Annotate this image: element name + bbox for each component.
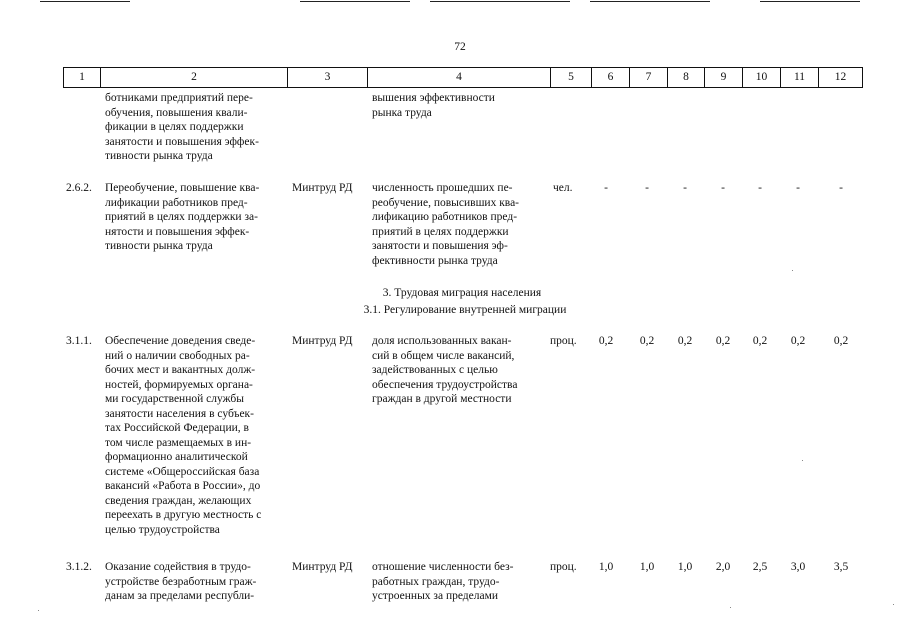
row-value-col9: 0,2: [715, 335, 731, 347]
row-number: 3.1.1.: [66, 335, 92, 347]
row-measure: Оказание содействия в трудо- устройстве безработным граж- данам за пределами республи-: [105, 561, 257, 602]
scan-speck: [792, 270, 793, 271]
header-col-5: 5: [550, 68, 591, 87]
row-measure: Переобучение, повышение ква- лификации работников пред- приятий в целях поддержки за- нятости и повышения эффек- тивности рынка труда: [105, 182, 260, 252]
section-heading: 3. Трудовая миграция населения: [382, 287, 542, 299]
scan-edge-line: [40, 1, 130, 2]
header-col-1: 1: [63, 68, 100, 87]
row-value-col9: 2,0: [715, 561, 731, 573]
table-header: [63, 67, 863, 88]
row-value-col11: 0,2: [790, 335, 806, 347]
row-indicator: доля использованных вакан- сий в общем числе вакансий, задействованных с целью обеспечения трудоустройства граждан в другой местности: [372, 335, 518, 405]
scan-edge-line: [430, 1, 570, 2]
header-col-8: 8: [667, 68, 704, 87]
row-value-col7: 1,0: [639, 561, 655, 573]
row-indicator: численность прошедших пе- реобучение, повысивших ква- лификацию работников пред- приятий в целях поддержки занятости и повышения эф- фективности рынка труда: [372, 182, 520, 267]
row-value-col12: 3,5: [833, 561, 849, 573]
row-value-col9: -: [721, 182, 725, 194]
row-value-col10: -: [758, 182, 762, 194]
row-unit: чел.: [553, 182, 573, 194]
row-value-col8: 1,0: [677, 561, 693, 573]
header-col-9: 9: [704, 68, 742, 87]
scan-speck: [802, 460, 803, 461]
header-col-4: 4: [367, 68, 550, 87]
row-unit: проц.: [550, 561, 577, 573]
row-value-col6: 1,0: [598, 561, 614, 573]
row-value-col12: 0,2: [833, 335, 849, 347]
row-value-col10: 0,2: [752, 335, 768, 347]
row-executor: Минтруд РД: [292, 561, 353, 573]
row-value-col7: -: [645, 182, 649, 194]
header-col-12: 12: [818, 68, 863, 87]
continuation-measure-text: ботниками предприятий пере- обучения, повышения квали- фикации в целях поддержки занятости и повышения эффек- тивности рынка труда: [105, 92, 259, 162]
header-col-10: 10: [742, 68, 780, 87]
row-value-col8: 0,2: [677, 335, 693, 347]
row-value-col11: -: [796, 182, 800, 194]
row-executor: Минтруд РД: [292, 182, 353, 194]
row-indicator: отношение численности без- работных граждан, трудо- устроенных за пределами: [372, 561, 514, 602]
continuation-indicator-text: вышения эффективности рынка труда: [372, 92, 495, 119]
row-measure: Обеспечение доведения сведе- ний о наличии свободных ра- бочих мест и вакантных долж- ностей, формируемых органа- ми государственной службы занятости населения в субъек- тах Российской Федерации, в том числе размещаемых в ин- формационно аналитической системе «Общероссийская база вакансий «Работа в России», до сведения граждан, желающих переехать в другую местность с целью трудоустройства: [105, 335, 262, 536]
row-number: 3.1.2.: [66, 561, 92, 573]
page-number: 72: [454, 41, 466, 53]
header-col-11: 11: [780, 68, 818, 87]
row-value-col6: 0,2: [598, 335, 614, 347]
row-value-col12: -: [839, 182, 843, 194]
subsection-heading: 3.1. Регулирование внутренней миграции: [363, 304, 567, 316]
header-col-2: 2: [100, 68, 287, 87]
header-col-3: 3: [287, 68, 367, 87]
scan-edge-line: [590, 1, 710, 2]
row-unit: проц.: [550, 335, 577, 347]
scan-speck: [38, 610, 39, 611]
row-value-col10: 2,5: [752, 561, 768, 573]
row-executor: Минтруд РД: [292, 335, 353, 347]
scan-edge-line: [760, 1, 860, 2]
header-col-7: 7: [629, 68, 667, 87]
row-value-col11: 3,0: [790, 561, 806, 573]
scan-speck: [730, 607, 731, 608]
header-col-6: 6: [591, 68, 629, 87]
row-number: 2.6.2.: [66, 182, 92, 194]
row-value-col6: -: [604, 182, 608, 194]
row-value-col8: -: [683, 182, 687, 194]
row-value-col7: 0,2: [639, 335, 655, 347]
scan-edge-line: [300, 1, 410, 2]
scan-speck: [893, 604, 894, 605]
